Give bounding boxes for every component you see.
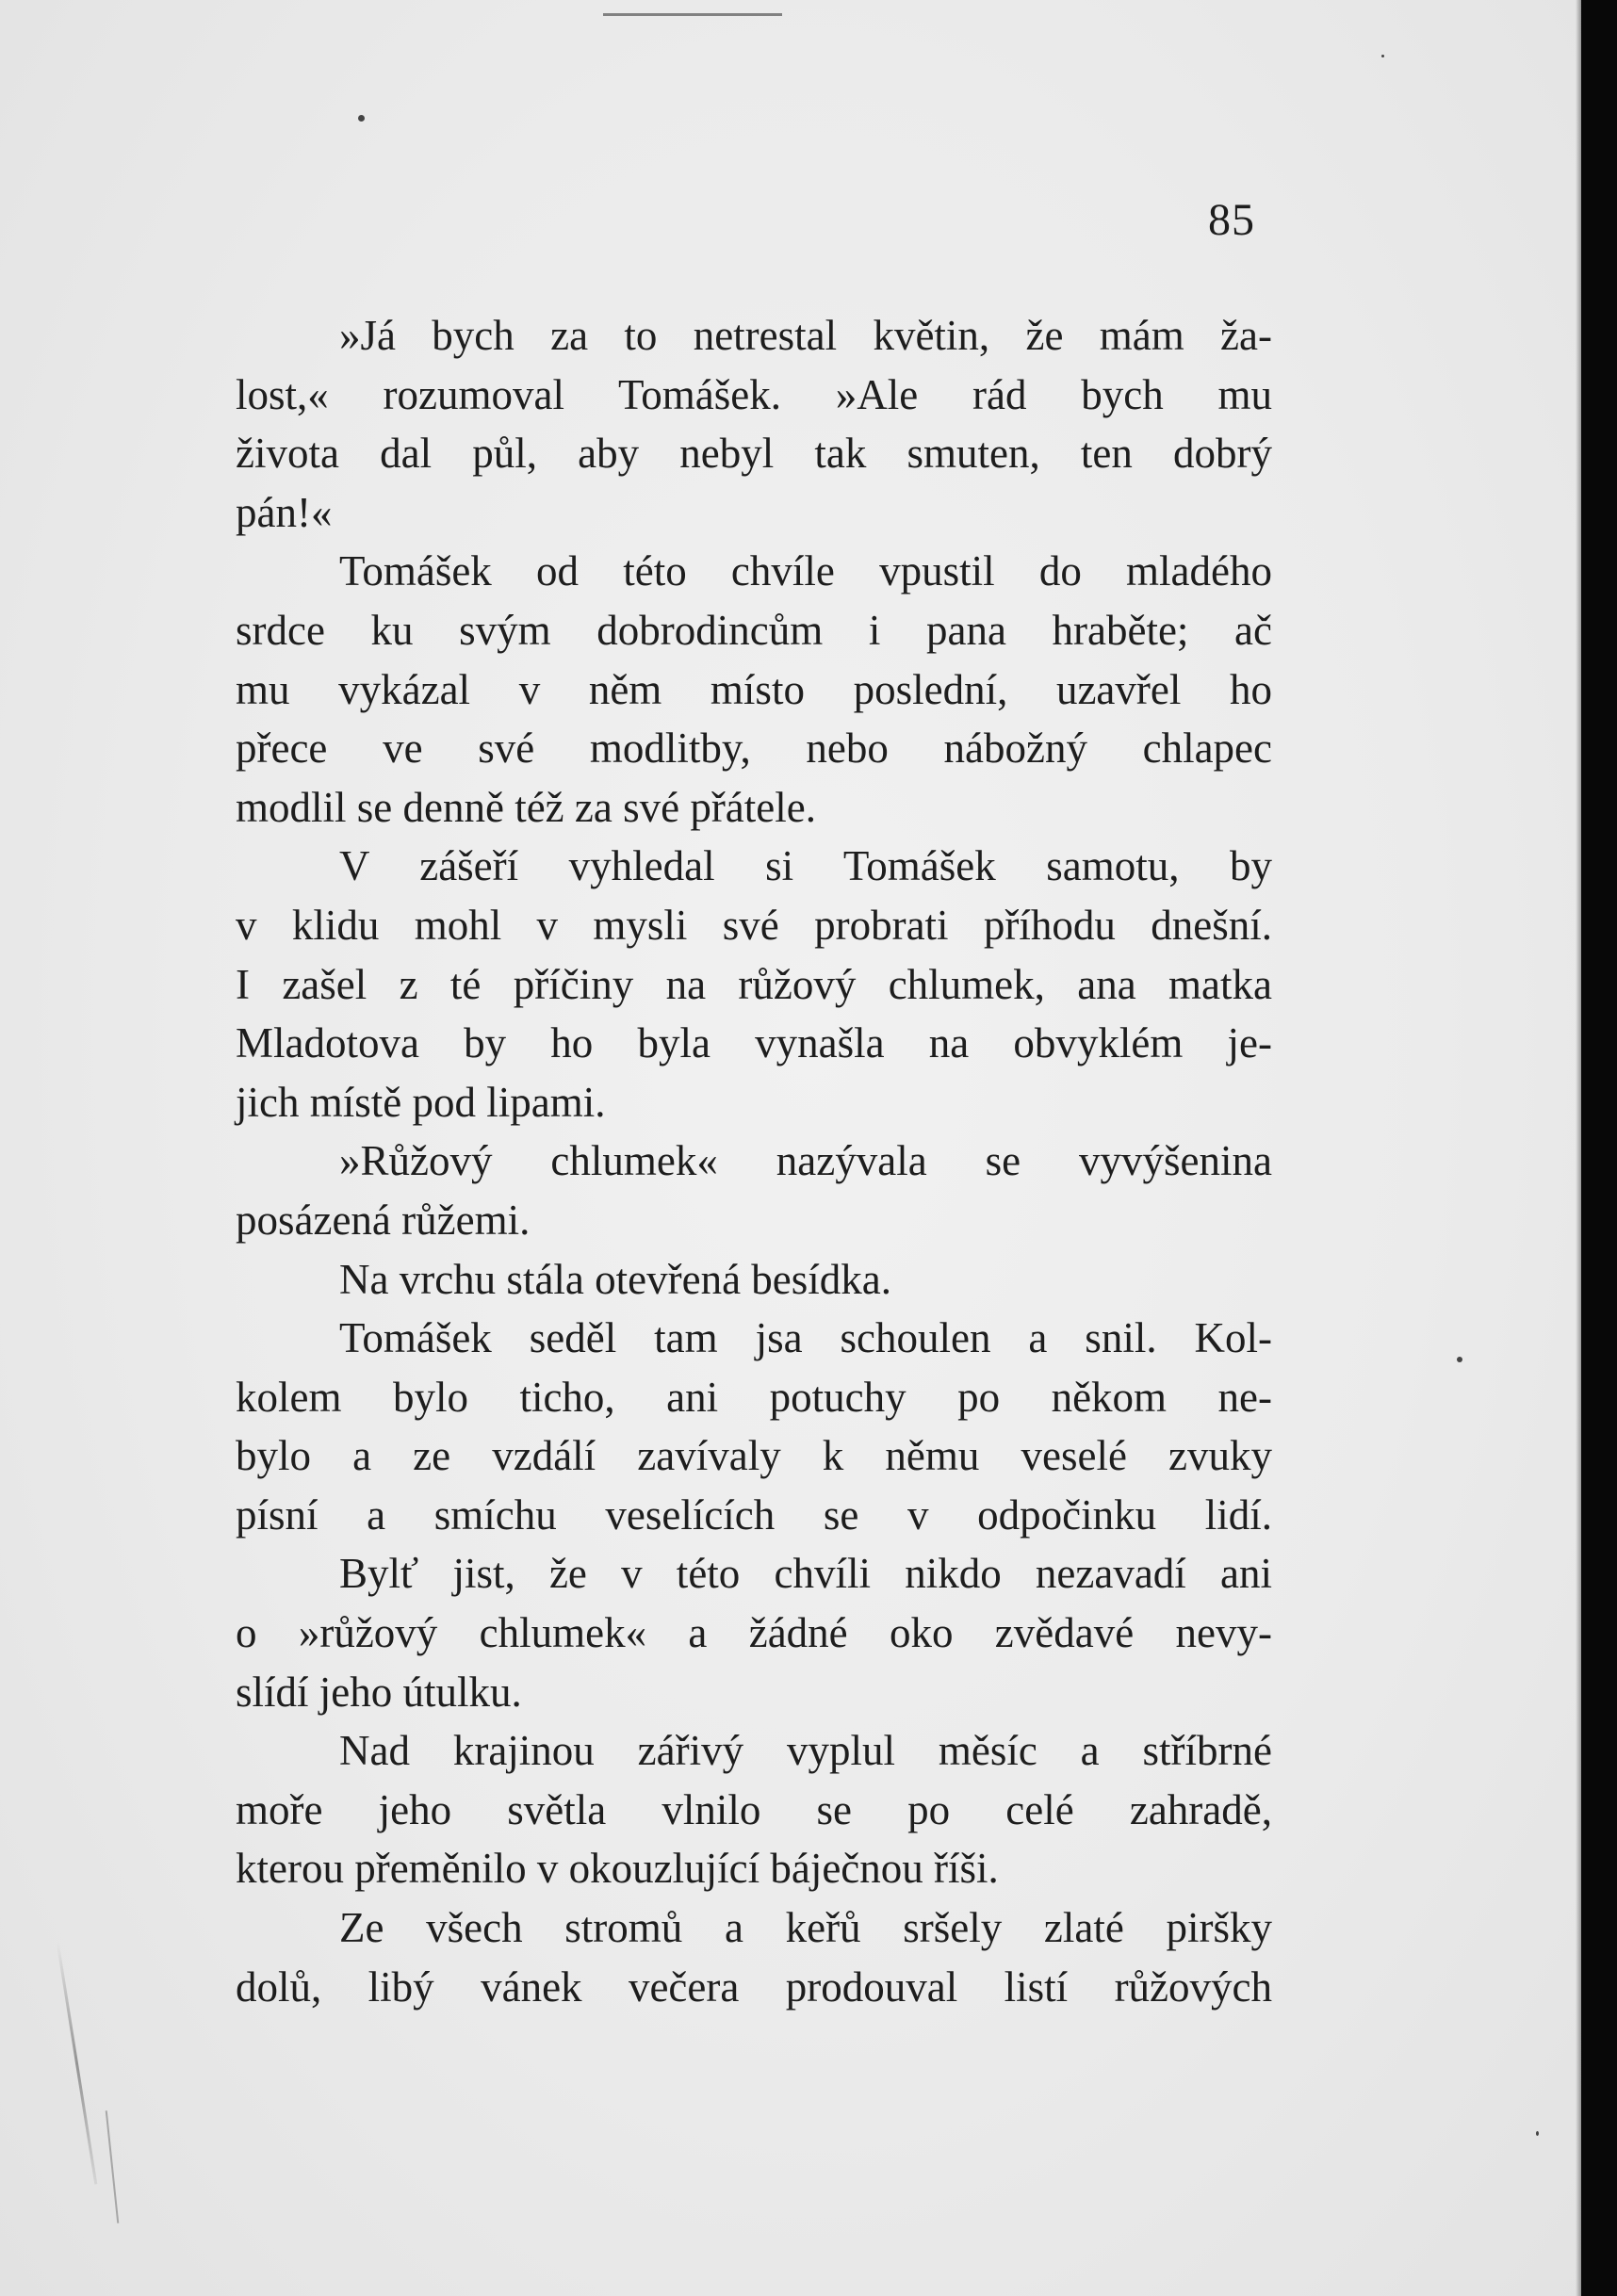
text-line: modlil se denně též za své přátele. [236,783,816,831]
text-line: kterou přeměnilo v okouzlující báječnou říši. [236,1845,999,1893]
text-line: bylo a ze vzdálí zavívaly k němu veselé zvuky [236,1432,1272,1480]
scan-scratch [106,2110,120,2223]
text-line: V zášeří vyhledal si Tomášek samotu, by [339,842,1272,890]
dust-speck [1381,55,1384,57]
text-line: jich místě pod lipami. [236,1078,606,1126]
text-line: o »růžový chlumek« a žádné oko zvědavé nevy- [236,1609,1272,1657]
text-line: Tomášek seděl tam jsa schoulen a snil. Kol- [339,1314,1272,1362]
text-line: Na vrchu stála otevřená besídka. [339,1255,892,1303]
scan-scratch [57,1942,98,2184]
text-line: I zašel z té příčiny na růžový chlumek, ana matka [236,960,1272,1008]
text-line: života dal půl, aby nebyl tak smuten, ten dobrý [236,430,1272,478]
text-line: pán!« [236,488,333,536]
text-line: »Růžový chlumek« nazývala se vyvýšenina [339,1137,1272,1185]
text-line: srdce ku svým dobrodincům i pana hraběte; ač [236,606,1272,654]
text-line: v klidu mohl v mysli své probrati příhodu dnešní. [236,901,1272,949]
text-line: lost,« rozumoval Tomášek. »Ale rád bych mu [236,370,1272,418]
text-line: dolů, libý vánek večera prodouval listí růžových [236,1962,1272,2011]
text-line: Mladotova by ho byla vynašla na obvyklém je- [236,1019,1272,1067]
text-line: slídí jeho útulku. [236,1668,522,1716]
text-line: moře jeho světla vlnilo se po celé zahradě, [236,1785,1272,1833]
text-line: Ze všech stromů a keřů sršely zlaté piršky [339,1904,1272,1952]
text-line: písní a smíchu veselících se v odpočinku lidí. [236,1490,1272,1539]
page-number: 85 [1208,195,1255,245]
dust-speck [358,115,365,122]
text-line: Tomášek od této chvíle vpustil do mladého [339,547,1272,595]
text-line: Nad krajinou zářivý vyplul měsíc a stříbrné [339,1727,1272,1775]
text-line: Bylť jist, že v této chvíli nikdo nezavadí ani [339,1550,1272,1598]
text-line: »Já bych za to netrestal květin, že mám ža- [339,312,1272,359]
body-text [236,306,1272,2016]
text-line: mu vykázal v něm místo poslední, uzavřel ho [236,665,1272,713]
text-line: posázená růžemi. [236,1196,531,1244]
dust-speck [1536,2131,1539,2136]
scan-edge-border [1581,0,1617,2296]
top-edge-mark [603,13,782,16]
text-line: přece ve své modlitby, nebo nábožný chlapec [236,725,1272,773]
dust-speck [1457,1357,1462,1362]
text-line: kolem bylo ticho, ani potuchy po někom ne- [236,1373,1272,1421]
